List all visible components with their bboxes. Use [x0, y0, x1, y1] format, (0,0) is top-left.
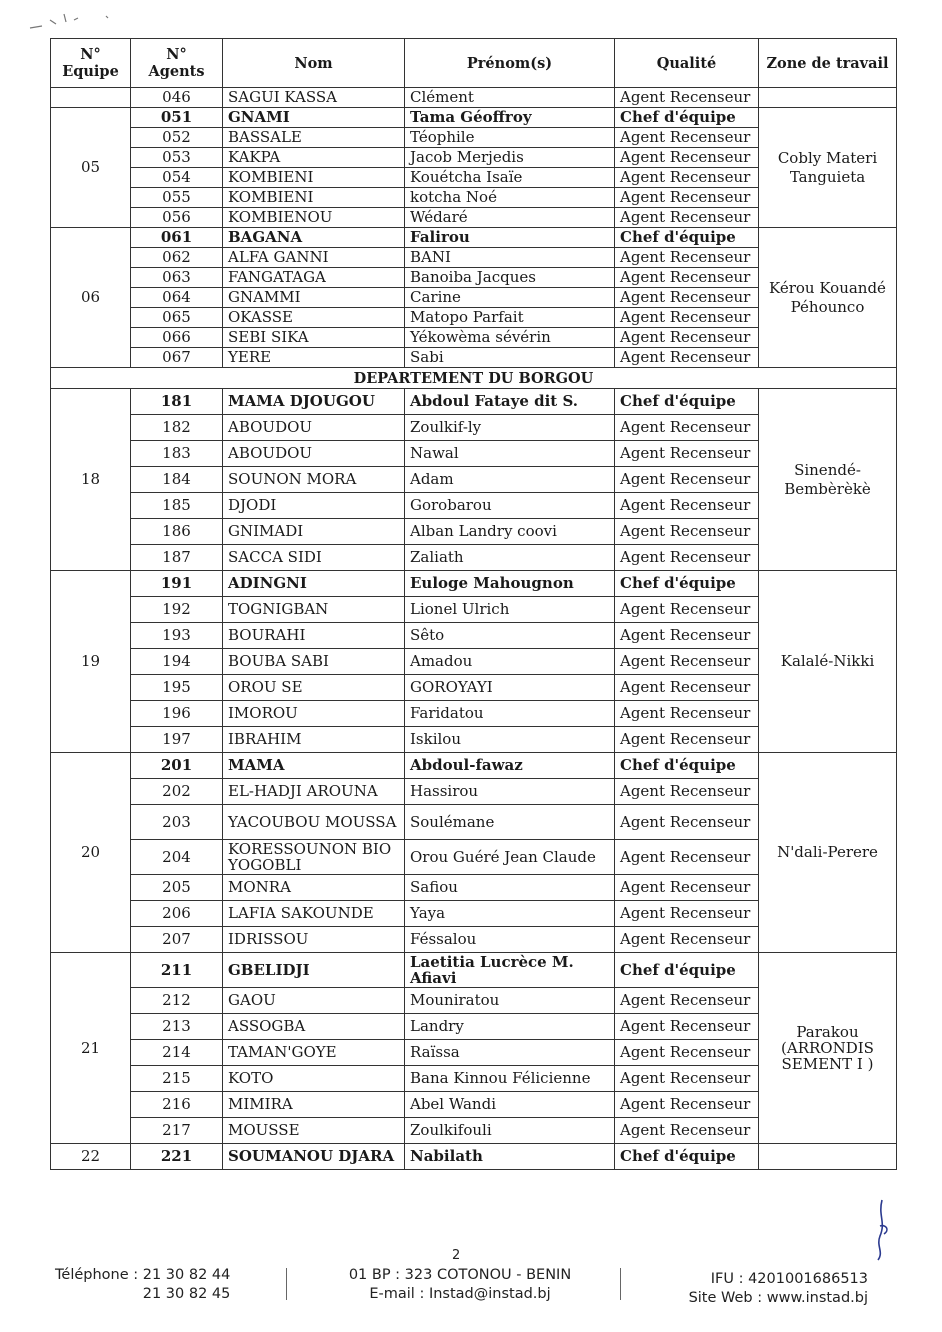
- agent-number: 182: [131, 415, 223, 441]
- agent-nom: KOMBIENI: [223, 188, 405, 208]
- agent-nom: OKASSE: [223, 308, 405, 328]
- agent-nom: FANGATAGA: [223, 268, 405, 288]
- agent-qualite: Agent Recenseur: [615, 875, 759, 901]
- footer-email[interactable]: E-mail : Instad@instad.bj: [369, 1286, 551, 1302]
- work-zone: Parakou (ARRONDIS SEMENT I ): [759, 953, 897, 1144]
- agent-qualite: Agent Recenseur: [615, 467, 759, 493]
- agent-nom: BAGANA: [223, 228, 405, 248]
- agent-nom: ABOUDOU: [223, 415, 405, 441]
- agent-nom: SOUNON MORA: [223, 467, 405, 493]
- team-number: [51, 88, 131, 108]
- agent-number: 214: [131, 1040, 223, 1066]
- agent-number: 183: [131, 441, 223, 467]
- agent-nom: OROU SE: [223, 675, 405, 701]
- agent-prenom: Matopo Parfait: [405, 308, 615, 328]
- agent-qualite: Agent Recenseur: [615, 675, 759, 701]
- agent-qualite: Chef d'équipe: [615, 228, 759, 248]
- agent-prenom: Amadou: [405, 649, 615, 675]
- agent-nom: KORESSOUNON BIO YOGOBLI: [223, 840, 405, 875]
- footer-address: 01 BP : 323 COTONOU - BENIN: [348, 1267, 572, 1283]
- agent-prenom: Zoulkifouli: [405, 1118, 615, 1144]
- agent-prenom: Carine: [405, 288, 615, 308]
- agents-table: [50, 38, 897, 1170]
- agent-prenom: kotcha Noé: [405, 188, 615, 208]
- agent-qualite: Agent Recenseur: [615, 1014, 759, 1040]
- team-number: 19: [51, 571, 131, 753]
- agent-prenom: Sêto: [405, 623, 615, 649]
- agent-nom: YERE: [223, 348, 405, 368]
- agent-qualite: Agent Recenseur: [615, 901, 759, 927]
- agent-nom: GNAMI: [223, 108, 405, 128]
- agent-qualite: Agent Recenseur: [615, 268, 759, 288]
- agent-number: 046: [131, 88, 223, 108]
- agent-nom: SAGUI KASSA: [223, 88, 405, 108]
- agent-prenom: BANI: [405, 248, 615, 268]
- agent-number: 056: [131, 208, 223, 228]
- agent-number: 064: [131, 288, 223, 308]
- agent-qualite: Agent Recenseur: [615, 1040, 759, 1066]
- agent-qualite: Agent Recenseur: [615, 493, 759, 519]
- agent-number: 193: [131, 623, 223, 649]
- team-leader-row: [51, 753, 897, 779]
- agent-qualite: Chef d'équipe: [615, 753, 759, 779]
- agent-qualite: Agent Recenseur: [615, 128, 759, 148]
- header-zone: Zone de travail: [759, 39, 897, 88]
- agent-prenom: Zaliath: [405, 545, 615, 571]
- agent-prenom: Raïssa: [405, 1040, 615, 1066]
- agent-qualite: Agent Recenseur: [615, 288, 759, 308]
- work-zone: [759, 88, 897, 108]
- agent-qualite: Agent Recenseur: [615, 415, 759, 441]
- agent-prenom: Kouétcha Isaïe: [405, 168, 615, 188]
- agent-nom: IMOROU: [223, 701, 405, 727]
- agent-qualite: Agent Recenseur: [615, 308, 759, 328]
- agent-qualite: Agent Recenseur: [615, 168, 759, 188]
- work-zone: Kérou Kouandé Péhounco: [759, 228, 897, 368]
- agent-number: 205: [131, 875, 223, 901]
- agent-prenom: Clément: [405, 88, 615, 108]
- agent-number: 187: [131, 545, 223, 571]
- agent-prenom: Laetitia Lucrèce M. Afiavi: [405, 953, 615, 988]
- agent-number: 063: [131, 268, 223, 288]
- agent-qualite: Agent Recenseur: [615, 1092, 759, 1118]
- footer-ids: [640, 1270, 868, 1308]
- agent-qualite: Agent Recenseur: [615, 988, 759, 1014]
- agent-nom: KAKPA: [223, 148, 405, 168]
- agent-qualite: Agent Recenseur: [615, 1066, 759, 1092]
- agent-qualite: Agent Recenseur: [615, 328, 759, 348]
- agent-prenom: Abdoul-fawaz: [405, 753, 615, 779]
- agent-nom: GAOU: [223, 988, 405, 1014]
- table-row: [51, 88, 897, 108]
- agent-number: 196: [131, 701, 223, 727]
- team-leader-row: [51, 571, 897, 597]
- agent-number: 206: [131, 901, 223, 927]
- agent-nom: IBRAHIM: [223, 727, 405, 753]
- agent-nom: LAFIA SAKOUNDE: [223, 901, 405, 927]
- agent-qualite: Chef d'équipe: [615, 108, 759, 128]
- agent-number: 185: [131, 493, 223, 519]
- team-number: 06: [51, 228, 131, 368]
- agent-number: 194: [131, 649, 223, 675]
- agent-number: 066: [131, 328, 223, 348]
- agent-nom: BASSALE: [223, 128, 405, 148]
- agent-number: 184: [131, 467, 223, 493]
- agent-prenom: Alban Landry coovi: [405, 519, 615, 545]
- agent-nom: MAMA DJOUGOU: [223, 389, 405, 415]
- agent-qualite: Agent Recenseur: [615, 727, 759, 753]
- department-label: DEPARTEMENT DU BORGOU: [51, 368, 897, 389]
- agent-number: 192: [131, 597, 223, 623]
- department-row: [51, 368, 897, 389]
- agent-nom: KOMBIENOU: [223, 208, 405, 228]
- agent-number: 204: [131, 840, 223, 875]
- agent-nom: BOURAHI: [223, 623, 405, 649]
- agent-nom: SOUMANOU DJARA: [223, 1144, 405, 1170]
- team-leader-row: [51, 108, 897, 128]
- agent-prenom: Jacob Merjedis: [405, 148, 615, 168]
- footer-ifu: IFU : 4201001686513: [710, 1271, 868, 1287]
- agent-qualite: Agent Recenseur: [615, 927, 759, 953]
- agent-prenom: Soulémane: [405, 805, 615, 840]
- signature-icon: [868, 1196, 898, 1266]
- agent-nom: ADINGNI: [223, 571, 405, 597]
- agent-prenom: Falirou: [405, 228, 615, 248]
- agent-nom: GBELIDJI: [223, 953, 405, 988]
- agent-number: 053: [131, 148, 223, 168]
- agent-prenom: Nawal: [405, 441, 615, 467]
- agent-number: 213: [131, 1014, 223, 1040]
- agent-prenom: Mouniratou: [405, 988, 615, 1014]
- scan-mark-icon: [20, 6, 130, 36]
- agent-number: 211: [131, 953, 223, 988]
- agent-nom: KOMBIENI: [223, 168, 405, 188]
- work-zone: N'dali-Perere: [759, 753, 897, 953]
- agent-prenom: Bana Kinnou Félicienne: [405, 1066, 615, 1092]
- agent-qualite: Agent Recenseur: [615, 148, 759, 168]
- agent-number: 051: [131, 108, 223, 128]
- team-number: 21: [51, 953, 131, 1144]
- work-zone: Cobly Materi Tanguieta: [759, 108, 897, 228]
- agent-number: 067: [131, 348, 223, 368]
- agent-nom: ALFA GANNI: [223, 248, 405, 268]
- agent-qualite: Agent Recenseur: [615, 208, 759, 228]
- agent-prenom: Safiou: [405, 875, 615, 901]
- agent-number: 186: [131, 519, 223, 545]
- agent-prenom: Euloge Mahougnon: [405, 571, 615, 597]
- agent-qualite: Agent Recenseur: [615, 348, 759, 368]
- agent-nom: GNAMMI: [223, 288, 405, 308]
- work-zone: Sinendé-Bembèrèkè: [759, 389, 897, 571]
- agent-nom: GNIMADI: [223, 519, 405, 545]
- agent-prenom: Abel Wandi: [405, 1092, 615, 1118]
- agent-number: 195: [131, 675, 223, 701]
- agent-qualite: Agent Recenseur: [615, 649, 759, 675]
- team-number: 20: [51, 753, 131, 953]
- agent-qualite: Chef d'équipe: [615, 389, 759, 415]
- agent-nom: TAMAN'GOYE: [223, 1040, 405, 1066]
- agent-prenom: Orou Guéré Jean Claude: [405, 840, 615, 875]
- agent-prenom: Iskilou: [405, 727, 615, 753]
- agent-qualite: Chef d'équipe: [615, 571, 759, 597]
- agent-prenom: Yékowèma sévérin: [405, 328, 615, 348]
- agent-number: 191: [131, 571, 223, 597]
- agent-prenom: Féssalou: [405, 927, 615, 953]
- agent-prenom: Nabilath: [405, 1144, 615, 1170]
- agent-nom: DJODI: [223, 493, 405, 519]
- agent-nom: TOGNIGBAN: [223, 597, 405, 623]
- agent-prenom: Tama Géoffroy: [405, 108, 615, 128]
- agent-prenom: Sabi: [405, 348, 615, 368]
- agent-number: 217: [131, 1118, 223, 1144]
- agent-qualite: Agent Recenseur: [615, 1118, 759, 1144]
- agent-prenom: Lionel Ulrich: [405, 597, 615, 623]
- agent-nom: YACOUBOU MOUSSA: [223, 805, 405, 840]
- agent-qualite: Agent Recenseur: [615, 701, 759, 727]
- agent-nom: EL-HADJI AROUNA: [223, 779, 405, 805]
- footer-divider: [620, 1268, 621, 1300]
- agent-number: 062: [131, 248, 223, 268]
- agent-number: 061: [131, 228, 223, 248]
- team-number: 05: [51, 108, 131, 228]
- header-nom: Nom: [223, 39, 405, 88]
- agent-nom: ASSOGBA: [223, 1014, 405, 1040]
- agent-qualite: Agent Recenseur: [615, 441, 759, 467]
- agent-nom: MONRA: [223, 875, 405, 901]
- agent-qualite: Agent Recenseur: [615, 88, 759, 108]
- agent-prenom: Gorobarou: [405, 493, 615, 519]
- agent-number: 212: [131, 988, 223, 1014]
- agent-nom: MIMIRA: [223, 1092, 405, 1118]
- table-header-row: [51, 39, 897, 88]
- agent-nom: KOTO: [223, 1066, 405, 1092]
- agent-number: 221: [131, 1144, 223, 1170]
- footer-phone-2: 21 30 82 45: [142, 1286, 231, 1302]
- agent-qualite: Agent Recenseur: [615, 597, 759, 623]
- agent-prenom: Hassirou: [405, 779, 615, 805]
- agent-nom: MAMA: [223, 753, 405, 779]
- agent-qualite: Agent Recenseur: [615, 188, 759, 208]
- team-leader-row: [51, 953, 897, 988]
- agent-nom: SACCA SIDI: [223, 545, 405, 571]
- team-leader-row: [51, 1144, 897, 1170]
- agent-prenom: Banoiba Jacques: [405, 268, 615, 288]
- agent-nom: BOUBA SABI: [223, 649, 405, 675]
- team-number: 22: [51, 1144, 131, 1170]
- page-footer: [0, 1240, 942, 1320]
- team-leader-row: [51, 389, 897, 415]
- agent-qualite: Agent Recenseur: [615, 779, 759, 805]
- agent-number: 181: [131, 389, 223, 415]
- work-zone: [759, 1144, 897, 1170]
- header-agents: N° Agents: [131, 39, 223, 88]
- team-leader-row: [51, 228, 897, 248]
- agent-prenom: Téophile: [405, 128, 615, 148]
- agent-prenom: Landry: [405, 1014, 615, 1040]
- agent-number: 065: [131, 308, 223, 328]
- agent-prenom: GOROYAYI: [405, 675, 615, 701]
- footer-phone-1: Téléphone : 21 30 82 44: [55, 1267, 231, 1283]
- agent-qualite: Chef d'équipe: [615, 953, 759, 988]
- agent-prenom: Yaya: [405, 901, 615, 927]
- agent-nom: SEBI SIKA: [223, 328, 405, 348]
- agent-qualite: Agent Recenseur: [615, 805, 759, 840]
- agent-nom: ABOUDOU: [223, 441, 405, 467]
- agent-qualite: Agent Recenseur: [615, 519, 759, 545]
- agent-qualite: Agent Recenseur: [615, 248, 759, 268]
- agent-number: 215: [131, 1066, 223, 1092]
- header-equipe: N° Equipe: [51, 39, 131, 88]
- agent-qualite: Agent Recenseur: [615, 545, 759, 571]
- agent-number: 203: [131, 805, 223, 840]
- agent-number: 207: [131, 927, 223, 953]
- agent-number: 055: [131, 188, 223, 208]
- footer-address-block: [330, 1266, 590, 1304]
- footer-divider: [286, 1268, 287, 1300]
- footer-website[interactable]: Site Web : www.instad.bj: [688, 1290, 868, 1306]
- agent-prenom: Adam: [405, 467, 615, 493]
- work-zone: Kalalé-Nikki: [759, 571, 897, 753]
- agent-qualite: Chef d'équipe: [615, 1144, 759, 1170]
- agent-number: 201: [131, 753, 223, 779]
- header-prenoms: Prénom(s): [405, 39, 615, 88]
- page-number: 2: [452, 1248, 461, 1263]
- agent-prenom: Faridatou: [405, 701, 615, 727]
- agent-nom: IDRISSOU: [223, 927, 405, 953]
- agent-number: 052: [131, 128, 223, 148]
- table-body: [51, 88, 897, 1170]
- agent-number: 197: [131, 727, 223, 753]
- agent-number: 202: [131, 779, 223, 805]
- footer-phone: [55, 1266, 230, 1304]
- agent-nom: MOUSSE: [223, 1118, 405, 1144]
- team-number: 18: [51, 389, 131, 571]
- agent-prenom: Abdoul Fataye dit S.: [405, 389, 615, 415]
- agent-prenom: Wédaré: [405, 208, 615, 228]
- agent-number: 054: [131, 168, 223, 188]
- agent-qualite: Agent Recenseur: [615, 840, 759, 875]
- header-qualite: Qualité: [615, 39, 759, 88]
- agent-qualite: Agent Recenseur: [615, 623, 759, 649]
- agent-number: 216: [131, 1092, 223, 1118]
- agent-prenom: Zoulkif-ly: [405, 415, 615, 441]
